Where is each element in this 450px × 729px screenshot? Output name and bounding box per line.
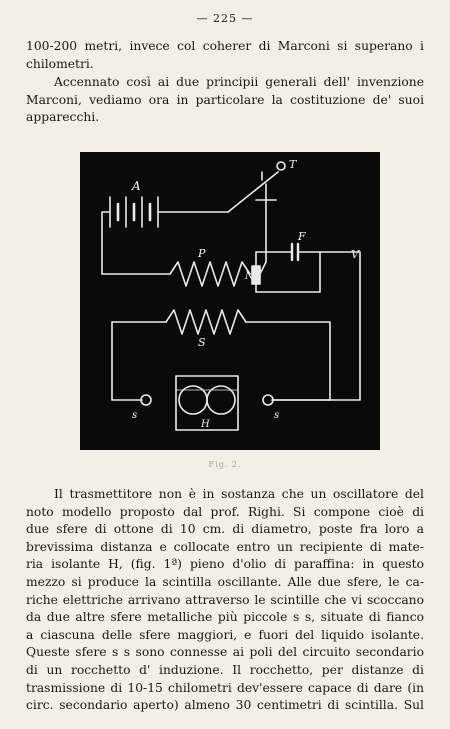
text-line: Accennato così ai due principii generali dell' invenzione — [54, 75, 424, 89]
text-line: ria isolante H, (fig. 1ª) pieno d'olio di paraffina: in questo — [26, 557, 424, 572]
text-line: Il trasmettitore non è in sostanza che un oscillatore del — [54, 487, 424, 501]
text-line: da due altre sfere metalliche più piccole s s, situate di fianco — [26, 610, 424, 625]
key-switch-icon — [228, 162, 285, 212]
battery-icon — [110, 197, 158, 227]
circuit-svg — [80, 152, 380, 450]
label-s-right: s — [274, 410, 280, 421]
label-t: T — [289, 158, 297, 171]
primary-coil-icon — [170, 262, 250, 286]
text-line: Queste sfere s s sono connesse ai poli del circuito secondario — [26, 645, 424, 660]
text-line: Marconi, vediamo ora in particolare la costituzione de' suoi — [26, 92, 424, 107]
text-line: 100-200 metri, invece col coherer di Marconi si superano i — [26, 39, 424, 53]
label-s: S — [198, 336, 206, 349]
label-f: F — [298, 230, 306, 243]
intro-paragraph — [26, 38, 424, 73]
figure-caption: Fig. 2. — [208, 460, 242, 469]
label-s-left: s — [132, 410, 138, 421]
label-n: N — [245, 271, 254, 282]
label-h: H — [201, 419, 210, 430]
text-line: brevissima distanza e collocate entro un recipiente di mate- — [26, 539, 424, 554]
text-line: circ. secondario aperto) almeno 30 centimetri di scintilla. Sul — [26, 698, 424, 713]
text-line: a ciascuna delle sfere maggiori, e fuori del liquido isolante. — [26, 627, 424, 642]
text-line: apparecchi. — [26, 110, 100, 125]
text-line: chilometri. — [26, 56, 94, 71]
text-line: noto modello proposto dal prof. Righi. Si compone cioè di — [26, 504, 424, 519]
page-number: — 225 — — [196, 12, 254, 25]
section-paragraph — [26, 74, 424, 127]
text-line: due sfere di ottone di 10 cm. di diametro, poste fra loro a — [26, 522, 424, 537]
label-v: V — [351, 248, 359, 261]
label-p: P — [198, 247, 206, 260]
text-line: di un rocchetto d' induzione. Il rocchetto, per distanze di — [26, 662, 424, 677]
circuit-diagram — [80, 152, 380, 450]
text-line: trasmissione di 10-15 chilometri dev'essere capace di dare (in — [26, 680, 424, 695]
text-line: mezzo si produce la scintilla oscillante. Alle due sfere, le ca- — [26, 574, 424, 589]
body-paragraph — [26, 486, 424, 715]
label-a: A — [132, 179, 141, 193]
text-line: riche elettriche arrivano attraverso le scintille che vi scoccano — [26, 592, 424, 607]
condenser-icon — [256, 244, 320, 292]
